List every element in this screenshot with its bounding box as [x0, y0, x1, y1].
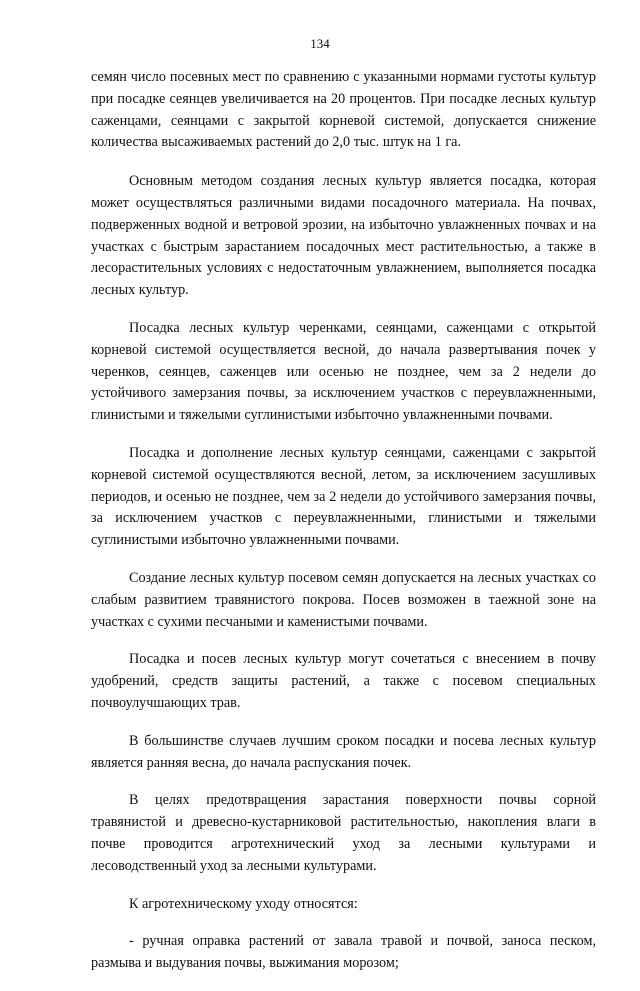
page-number: 134: [310, 36, 330, 51]
paragraph-agrotech-heading: К агротехническому уходу относятся:: [129, 895, 358, 912]
paragraph-best-timing: В большинстве случаев лучшим сроком посадки и посева лесных культур является ранняя весна, до начала распускания почек.: [91, 732, 596, 771]
list-item-manual-adjustment: - ручная оправка растений от завала травой и почвой, заноса песком, размыва и выдувания почвы, выжимания морозом;: [91, 933, 596, 972]
paragraph-main-method: Основным методом создания лесных культур является посадка, которая может осуществляться различными видами посадочного материала. На почвах, подверженных водной и ветровой эрозии, на избыточно увлажненных почвах и на участках с быстрым зарастанием посадочных мест растительностью, а также в лесорастительных условиях с недостаточным увлажнением, выполняется посадка лесных культур.: [91, 173, 596, 299]
paragraph-continuation: семян число посевных мест по сравнению с указанными нормами густоты культур при посадке сеянцев увеличивается на 20 процентов. При посадке лесных культур саженцами, сеянцами с закрытой корневой системой, допускается снижение количества высаживаемых растений до 2,0 тыс. штук на 1 га.: [91, 69, 596, 151]
paragraph-fertilizers: Посадка и посев лесных культур могут сочетаться с внесением в почву удобрений, средств защиты растений, а также с посевом специальных почвоулучшающих трав.: [91, 651, 596, 711]
paragraph-seed-sowing: Создание лесных культур посевом семян допускается на лесных участках со слабым развитием травянистого покрова. Посев возможен в таежной зоне на участках с сухими песчаными и каменистыми почвами.: [91, 569, 596, 630]
paragraph-open-root-planting: Посадка лесных культур черенками, сеянцами, саженцами с открытой корневой системой осуществляется весной, до начала развертывания почек у черенков, сеянцев, саженцев или осенью не позднее, чем за 2 недели до устойчивого замерзания почвы, за исключением участков с переувлажненными, глинистыми и тяжелыми суглинистыми избыточно увлажненными почвами.: [91, 319, 596, 424]
paragraph-closed-root-planting: Посадка и дополнение лесных культур сеянцами, саженцами с закрытой корневой системой осуществляются весной, летом, за исключением засушливых периодов, и осенью не позднее, чем за 2 недели до устойчивого замерзания почвы, за исключением участков с переувлажненными, глинистыми и тяжелыми суглинистыми избыточно увлажненными почвами.: [91, 444, 596, 549]
document-body: [91, 67, 596, 991]
paragraph-care: В целях предотвращения зарастания поверхности почвы сорной травянистой и древесно-кустарниковой растительностью, накопления влаги в почве проводится агротехнический уход за лесными культурами и лесоводственный уход за лесными культурами.: [91, 792, 596, 874]
